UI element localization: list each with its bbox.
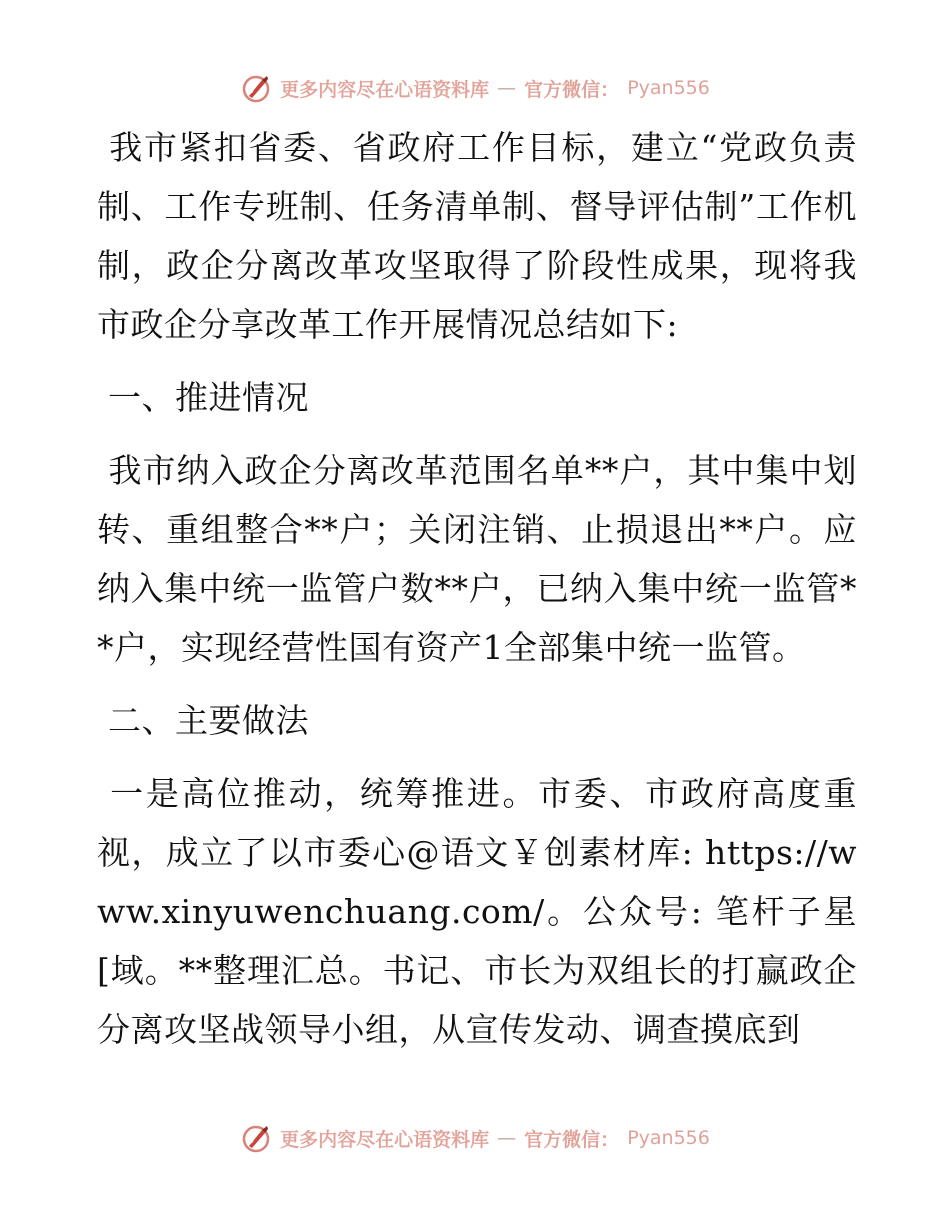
footer-watermark-banner [0, 1122, 950, 1154]
banner-wechat-id: Pyan556 [627, 77, 710, 99]
banner-dash: — [497, 1127, 517, 1149]
quill-pen-icon [240, 72, 272, 104]
section-heading-methods: 二、主要做法 [97, 701, 309, 740]
banner-wechat-id: Pyan556 [627, 1127, 710, 1149]
banner-dash: — [497, 77, 517, 99]
quill-pen-icon [240, 1122, 272, 1154]
header-watermark-banner [0, 72, 950, 104]
document-body [97, 118, 857, 1059]
banner-official-label: 官方微信： [524, 78, 620, 101]
intro-paragraph: 我市紧扣省委、省政府工作目标，建立“党政负责制、工作专班制、任务清单制、督导评估制”工作机制，政企分离改革攻坚取得了阶段性成果，现将我市政企分享改革工作开展情况总结如下: [97, 128, 857, 344]
banner-official-label: 官方微信： [524, 1128, 620, 1151]
banner-main-text: 更多内容尽在心语资料库 [280, 1128, 490, 1151]
progress-paragraph: 我市纳入政企分离改革范围名单**户，其中集中划转、重组整合**户；关闭注销、止损退出**户。应纳入集中统一监管户数**户，已纳入集中统一监管**户，实现经营性国有资产1全部集中统一监管。 [97, 451, 857, 667]
methods-paragraph: 一是高位推动，统筹推进。市委、市政府高度重视，成立了以市委心@语文￥创素材库: https://www.xinyuwenchuang.com/。公众号: 笔杆子星[域。**整理汇总。书记、市长为双组长的打赢政企分离攻坚战领导小组，从宣传发动、调查摸底到 [97, 774, 858, 1049]
banner-main-text: 更多内容尽在心语资料库 [280, 78, 490, 101]
section-heading-progress: 一、推进情况 [97, 378, 309, 417]
